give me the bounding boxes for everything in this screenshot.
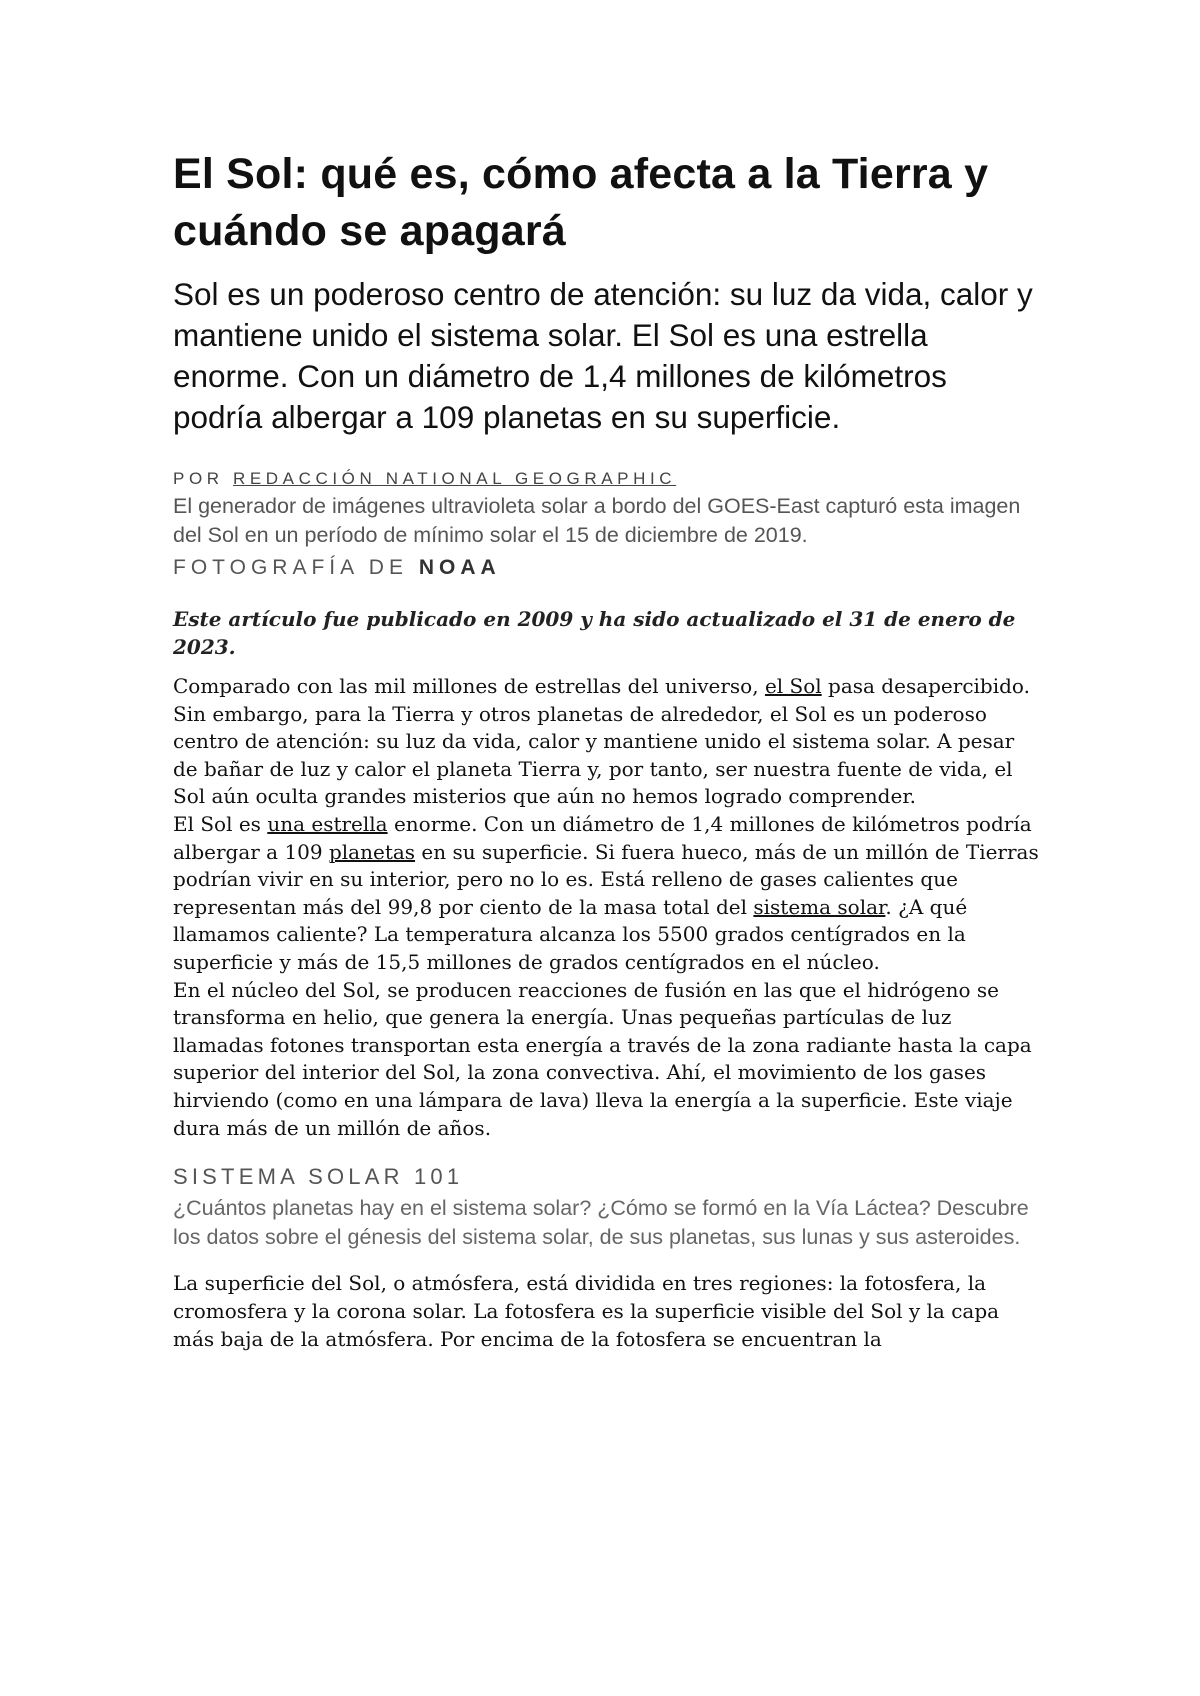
article-body [173,673,1043,1142]
image-caption: El generador de imágenes ultravioleta solar a bordo del GOES-East capturó esta imagen del Sol en un período de mínimo solar el 15 de diciembre de 2019. [173,494,1021,547]
paragraph-text: en su superficie. Si fuera hueco, más de un millón de Tierras podrían vivir en su interior, pero no lo es. Está relleno de gases calientes que representan más del 99,8 por ciento de la masa total del [173,839,1039,919]
article-title: El Sol: qué es, cómo afecta a la Tierra y cuándo se apagará [173,150,989,255]
article [173,146,1043,1353]
paragraph-2 [173,811,1043,977]
photo-credit-name: NOAA [418,556,501,579]
paragraph-text: Comparado con las mil millones de estrellas del universo, [173,674,765,698]
paragraph-1 [173,673,1043,811]
section-description: ¿Cuántos planetas hay en el sistema solar? ¿Cómo se formó en la Vía Láctea? Descubre los datos sobre el génesis del sistema solar, de sus planetas, sus lunas y sus asteroides. [173,1196,1029,1249]
paragraph-text: . ¿A qué llamamos caliente? La temperatura alcanza los 5500 grados centígrados en la superficie y más de 15,5 millones de grados centígrados en el núcleo. [173,894,968,974]
update-note: Este artículo fue publicado en 2009 y ha sido actualizado el 31 de enero de 2023. [173,607,1016,659]
paragraph-4: La superficie del Sol, o atmósfera, está dividida en tres regiones: la fotosfera, la cromosfera y la corona solar. La fotosfera es la superficie visible del Sol y la capa más baja de la atmósfera. Por encima de la fotosfera se encuentran la [173,1271,1000,1352]
byline-prefix: POR [173,469,233,488]
link-una-estrella[interactable]: una estrella [267,811,388,836]
author-link[interactable]: REDACCIÓN NATIONAL GEOGRAPHIC [232,469,677,488]
paragraph-text: enorme. Con un diámetro de 1,4 millones de kilómetros podría albergar a 109 [173,811,1032,864]
photo-credit-prefix: FOTOGRAFÍA DE [173,556,419,579]
link-sistema-solar[interactable]: sistema solar [753,894,886,919]
byline [173,468,1043,490]
article-lead: Sol es un poderoso centro de atención: su luz da vida, calor y mantiene unido el sistema solar. El Sol es una estrella enorme. Con un diámetro de 1,4 millones de kilómetros podría albergar a 109 planetas en su superficie. [173,276,1033,435]
paragraph-text: pasa desapercibido. Sin embargo, para la Tierra y otros planetas de alrededor, el Sol es un poderoso centro de atención: su luz da vida, calor y mantiene unido el sistema solar. A pesar de bañar de luz y calor el planeta Tierra y, por tanto, ser nuestra fuente de vida, el Sol aún oculta grandes misterios que aún no hemos logrado comprender. [173,674,1030,809]
link-el-sol[interactable]: el Sol [764,674,822,698]
article-body-continued [173,1269,1043,1353]
section-title: SISTEMA SOLAR 101 [173,1164,464,1190]
photo-credit [173,554,1043,582]
link-planetas[interactable]: planetas [328,839,416,864]
paragraph-text: El Sol es [173,811,268,836]
paragraph-3: En el núcleo del Sol, se producen reacciones de fusión en las que el hidrógeno se transforma en helio, que genera la energía. Unas pequeñas partículas de luz llamadas fotones transportan esta energía a través de la zona radiante hasta la capa superior del interior del Sol, la zona convectiva. Ahí, el movimiento de los gases hirviendo (como en una lámpara de lava) lleva la energía a la superficie. Este viaje dura más de un millón de años. [173,977,1032,1140]
